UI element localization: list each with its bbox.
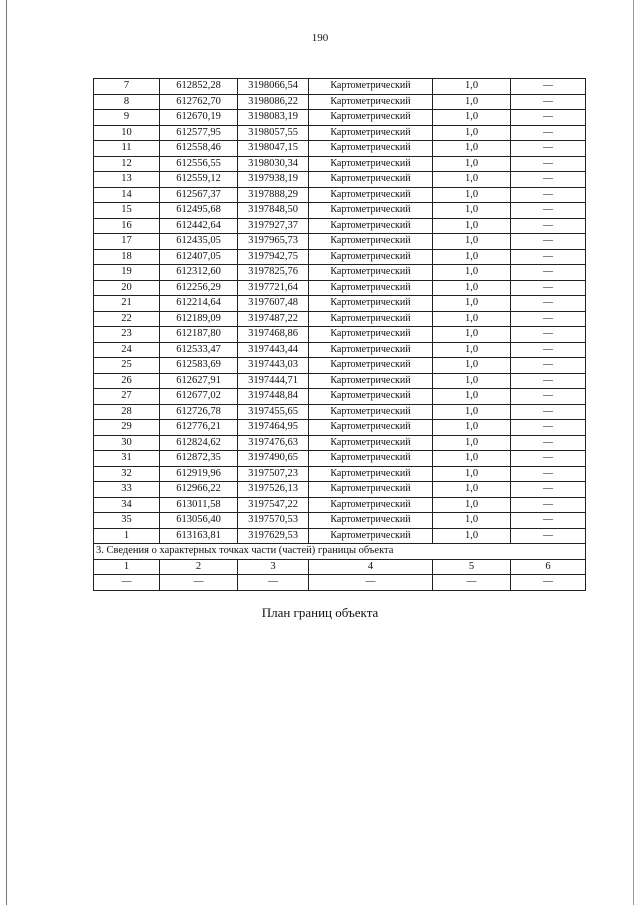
method-cell: Картометрический [309, 435, 433, 451]
section3-value-cell: — [511, 575, 586, 591]
method-cell: Картометрический [309, 404, 433, 420]
method-cell: Картометрический [309, 389, 433, 405]
x-coordinate-cell: 612187,80 [160, 327, 238, 343]
point-number-cell: 19 [94, 265, 160, 281]
method-cell: Картометрический [309, 497, 433, 513]
method-cell: Картометрический [309, 249, 433, 265]
method-cell: Картометрический [309, 296, 433, 312]
point-number-cell: 9 [94, 110, 160, 126]
table-row [94, 373, 586, 389]
method-cell: Картометрический [309, 451, 433, 467]
accuracy-cell: 1,0 [433, 172, 511, 188]
y-coordinate-cell: 3197487,22 [238, 311, 309, 327]
y-coordinate-cell: 3197547,22 [238, 497, 309, 513]
point-number-cell: 14 [94, 187, 160, 203]
table-row [94, 218, 586, 234]
description-cell: — [511, 451, 586, 467]
description-cell: — [511, 373, 586, 389]
description-cell: — [511, 280, 586, 296]
section3-header-cell: 4 [309, 559, 433, 575]
section3-value-cell: — [94, 575, 160, 591]
accuracy-cell: 1,0 [433, 218, 511, 234]
table-row [94, 420, 586, 436]
point-number-cell: 20 [94, 280, 160, 296]
x-coordinate-cell: 612852,28 [160, 79, 238, 95]
description-cell: — [511, 389, 586, 405]
point-number-cell: 34 [94, 497, 160, 513]
description-cell: — [511, 110, 586, 126]
table-row [94, 249, 586, 265]
x-coordinate-cell: 612670,19 [160, 110, 238, 126]
description-cell: — [511, 172, 586, 188]
table-row [94, 404, 586, 420]
x-coordinate-cell: 612556,55 [160, 156, 238, 172]
point-number-cell: 17 [94, 234, 160, 250]
description-cell: — [511, 497, 586, 513]
y-coordinate-cell: 3198030,34 [238, 156, 309, 172]
table-row [94, 265, 586, 281]
y-coordinate-cell: 3197443,44 [238, 342, 309, 358]
description-cell: — [511, 466, 586, 482]
x-coordinate-cell: 612627,91 [160, 373, 238, 389]
y-coordinate-cell: 3197570,53 [238, 513, 309, 529]
y-coordinate-cell: 3197629,53 [238, 528, 309, 544]
section3-header-cell: 6 [511, 559, 586, 575]
accuracy-cell: 1,0 [433, 358, 511, 374]
y-coordinate-cell: 3198086,22 [238, 94, 309, 110]
method-cell: Картометрический [309, 466, 433, 482]
section3-header-cell: 3 [238, 559, 309, 575]
method-cell: Картометрический [309, 528, 433, 544]
point-number-cell: 24 [94, 342, 160, 358]
accuracy-cell: 1,0 [433, 280, 511, 296]
x-coordinate-cell: 612442,64 [160, 218, 238, 234]
table-row [94, 110, 586, 126]
point-number-cell: 1 [94, 528, 160, 544]
point-number-cell: 29 [94, 420, 160, 436]
description-cell: — [511, 141, 586, 157]
accuracy-cell: 1,0 [433, 482, 511, 498]
accuracy-cell: 1,0 [433, 451, 511, 467]
table-row [94, 389, 586, 405]
table-row [94, 451, 586, 467]
x-coordinate-cell: 612435,05 [160, 234, 238, 250]
y-coordinate-cell: 3197825,76 [238, 265, 309, 281]
x-coordinate-cell: 612677,02 [160, 389, 238, 405]
table-body [94, 79, 586, 544]
method-cell: Картометрический [309, 125, 433, 141]
point-number-cell: 35 [94, 513, 160, 529]
y-coordinate-cell: 3197476,63 [238, 435, 309, 451]
method-cell: Картометрический [309, 373, 433, 389]
method-cell: Картометрический [309, 358, 433, 374]
x-coordinate-cell: 612872,35 [160, 451, 238, 467]
y-coordinate-cell: 3197721,64 [238, 280, 309, 296]
method-cell: Картометрический [309, 203, 433, 219]
table-row [94, 466, 586, 482]
section3-value-cell: — [433, 575, 511, 591]
point-number-cell: 33 [94, 482, 160, 498]
y-coordinate-cell: 3197927,37 [238, 218, 309, 234]
description-cell: — [511, 249, 586, 265]
scan-edge-right [633, 0, 634, 905]
accuracy-cell: 1,0 [433, 497, 511, 513]
accuracy-cell: 1,0 [433, 203, 511, 219]
point-number-cell: 28 [94, 404, 160, 420]
description-cell: — [511, 311, 586, 327]
point-number-cell: 30 [94, 435, 160, 451]
method-cell: Картометрический [309, 311, 433, 327]
table-row [94, 342, 586, 358]
description-cell: — [511, 218, 586, 234]
point-number-cell: 27 [94, 389, 160, 405]
x-coordinate-cell: 612966,22 [160, 482, 238, 498]
point-number-cell: 18 [94, 249, 160, 265]
accuracy-cell: 1,0 [433, 156, 511, 172]
description-cell: — [511, 234, 586, 250]
y-coordinate-cell: 3197455,65 [238, 404, 309, 420]
section3-title-row [94, 544, 586, 560]
accuracy-cell: 1,0 [433, 79, 511, 95]
accuracy-cell: 1,0 [433, 466, 511, 482]
table-row [94, 203, 586, 219]
y-coordinate-cell: 3197942,75 [238, 249, 309, 265]
y-coordinate-cell: 3198057,55 [238, 125, 309, 141]
table-row [94, 311, 586, 327]
y-coordinate-cell: 3197938,19 [238, 172, 309, 188]
description-cell: — [511, 296, 586, 312]
x-coordinate-cell: 613056,40 [160, 513, 238, 529]
table-row [94, 497, 586, 513]
description-cell: — [511, 203, 586, 219]
accuracy-cell: 1,0 [433, 234, 511, 250]
accuracy-cell: 1,0 [433, 420, 511, 436]
x-coordinate-cell: 613011,58 [160, 497, 238, 513]
x-coordinate-cell: 612256,29 [160, 280, 238, 296]
table-row [94, 280, 586, 296]
point-number-cell: 15 [94, 203, 160, 219]
x-coordinate-cell: 612558,46 [160, 141, 238, 157]
method-cell: Картометрический [309, 342, 433, 358]
y-coordinate-cell: 3197464,95 [238, 420, 309, 436]
section3-header-cell: 2 [160, 559, 238, 575]
accuracy-cell: 1,0 [433, 327, 511, 343]
description-cell: — [511, 358, 586, 374]
section3-body [94, 544, 586, 591]
section3-header-row [94, 559, 586, 575]
description-cell: — [511, 79, 586, 95]
table-row [94, 296, 586, 312]
x-coordinate-cell: 612214,64 [160, 296, 238, 312]
description-cell: — [511, 435, 586, 451]
x-coordinate-cell: 612312,60 [160, 265, 238, 281]
point-number-cell: 31 [94, 451, 160, 467]
description-cell: — [511, 156, 586, 172]
point-number-cell: 16 [94, 218, 160, 234]
y-coordinate-cell: 3197444,71 [238, 373, 309, 389]
method-cell: Картометрический [309, 110, 433, 126]
y-coordinate-cell: 3197848,50 [238, 203, 309, 219]
method-cell: Картометрический [309, 280, 433, 296]
y-coordinate-cell: 3197526,13 [238, 482, 309, 498]
point-number-cell: 23 [94, 327, 160, 343]
table-row [94, 358, 586, 374]
accuracy-cell: 1,0 [433, 249, 511, 265]
x-coordinate-cell: 612824,62 [160, 435, 238, 451]
description-cell: — [511, 125, 586, 141]
table-row [94, 482, 586, 498]
method-cell: Картометрический [309, 327, 433, 343]
x-coordinate-cell: 612762,70 [160, 94, 238, 110]
description-cell: — [511, 404, 586, 420]
y-coordinate-cell: 3197507,23 [238, 466, 309, 482]
boundary-points-table [93, 78, 586, 591]
point-number-cell: 26 [94, 373, 160, 389]
point-number-cell: 10 [94, 125, 160, 141]
description-cell: — [511, 528, 586, 544]
page-number: 190 [311, 32, 329, 44]
y-coordinate-cell: 3198047,15 [238, 141, 309, 157]
accuracy-cell: 1,0 [433, 94, 511, 110]
description-cell: — [511, 420, 586, 436]
description-cell: — [511, 327, 586, 343]
accuracy-cell: 1,0 [433, 389, 511, 405]
method-cell: Картометрический [309, 141, 433, 157]
point-number-cell: 13 [94, 172, 160, 188]
method-cell: Картометрический [309, 156, 433, 172]
description-cell: — [511, 342, 586, 358]
y-coordinate-cell: 3197965,73 [238, 234, 309, 250]
accuracy-cell: 1,0 [433, 265, 511, 281]
x-coordinate-cell: 612567,37 [160, 187, 238, 203]
section3-header-cell: 5 [433, 559, 511, 575]
table-row [94, 156, 586, 172]
table-row [94, 435, 586, 451]
section3-value-row [94, 575, 586, 591]
description-cell: — [511, 94, 586, 110]
accuracy-cell: 1,0 [433, 141, 511, 157]
accuracy-cell: 1,0 [433, 404, 511, 420]
x-coordinate-cell: 612776,21 [160, 420, 238, 436]
y-coordinate-cell: 3198083,19 [238, 110, 309, 126]
accuracy-cell: 1,0 [433, 342, 511, 358]
accuracy-cell: 1,0 [433, 110, 511, 126]
accuracy-cell: 1,0 [433, 435, 511, 451]
method-cell: Картометрический [309, 420, 433, 436]
accuracy-cell: 1,0 [433, 125, 511, 141]
point-number-cell: 25 [94, 358, 160, 374]
method-cell: Картометрический [309, 79, 433, 95]
x-coordinate-cell: 612495,68 [160, 203, 238, 219]
accuracy-cell: 1,0 [433, 513, 511, 529]
plan-title: План границ объекта [261, 605, 379, 620]
method-cell: Картометрический [309, 234, 433, 250]
x-coordinate-cell: 612583,69 [160, 358, 238, 374]
y-coordinate-cell: 3197888,29 [238, 187, 309, 203]
accuracy-cell: 1,0 [433, 528, 511, 544]
method-cell: Картометрический [309, 172, 433, 188]
table-row [94, 172, 586, 188]
point-number-cell: 8 [94, 94, 160, 110]
x-coordinate-cell: 612533,47 [160, 342, 238, 358]
description-cell: — [511, 513, 586, 529]
scan-edge-left [6, 0, 7, 905]
x-coordinate-cell: 612919,96 [160, 466, 238, 482]
table-row [94, 94, 586, 110]
point-number-cell: 21 [94, 296, 160, 312]
table-row [94, 79, 586, 95]
x-coordinate-cell: 612559,12 [160, 172, 238, 188]
table-row [94, 141, 586, 157]
point-number-cell: 11 [94, 141, 160, 157]
accuracy-cell: 1,0 [433, 187, 511, 203]
accuracy-cell: 1,0 [433, 373, 511, 389]
x-coordinate-cell: 612726,78 [160, 404, 238, 420]
description-cell: — [511, 187, 586, 203]
x-coordinate-cell: 613163,81 [160, 528, 238, 544]
section3-value-cell: — [160, 575, 238, 591]
y-coordinate-cell: 3197490,65 [238, 451, 309, 467]
point-number-cell: 12 [94, 156, 160, 172]
point-number-cell: 32 [94, 466, 160, 482]
x-coordinate-cell: 612407,05 [160, 249, 238, 265]
method-cell: Картометрический [309, 482, 433, 498]
description-cell: — [511, 265, 586, 281]
section3-value-cell: — [238, 575, 309, 591]
table-row [94, 327, 586, 343]
method-cell: Картометрический [309, 218, 433, 234]
method-cell: Картометрический [309, 513, 433, 529]
description-cell: — [511, 482, 586, 498]
section3-title: 3. Сведения о характерных точках части (частей) границы объекта [94, 544, 586, 560]
y-coordinate-cell: 3197448,84 [238, 389, 309, 405]
accuracy-cell: 1,0 [433, 311, 511, 327]
table-row [94, 187, 586, 203]
section3-value-cell: — [309, 575, 433, 591]
y-coordinate-cell: 3197443,03 [238, 358, 309, 374]
x-coordinate-cell: 612189,09 [160, 311, 238, 327]
accuracy-cell: 1,0 [433, 296, 511, 312]
x-coordinate-cell: 612577,95 [160, 125, 238, 141]
table-row [94, 513, 586, 529]
method-cell: Картометрический [309, 187, 433, 203]
method-cell: Картометрический [309, 94, 433, 110]
y-coordinate-cell: 3197607,48 [238, 296, 309, 312]
table-row [94, 125, 586, 141]
point-number-cell: 7 [94, 79, 160, 95]
point-number-cell: 22 [94, 311, 160, 327]
y-coordinate-cell: 3198066,54 [238, 79, 309, 95]
table-row [94, 528, 586, 544]
method-cell: Картометрический [309, 265, 433, 281]
table-row [94, 234, 586, 250]
y-coordinate-cell: 3197468,86 [238, 327, 309, 343]
section3-header-cell: 1 [94, 559, 160, 575]
